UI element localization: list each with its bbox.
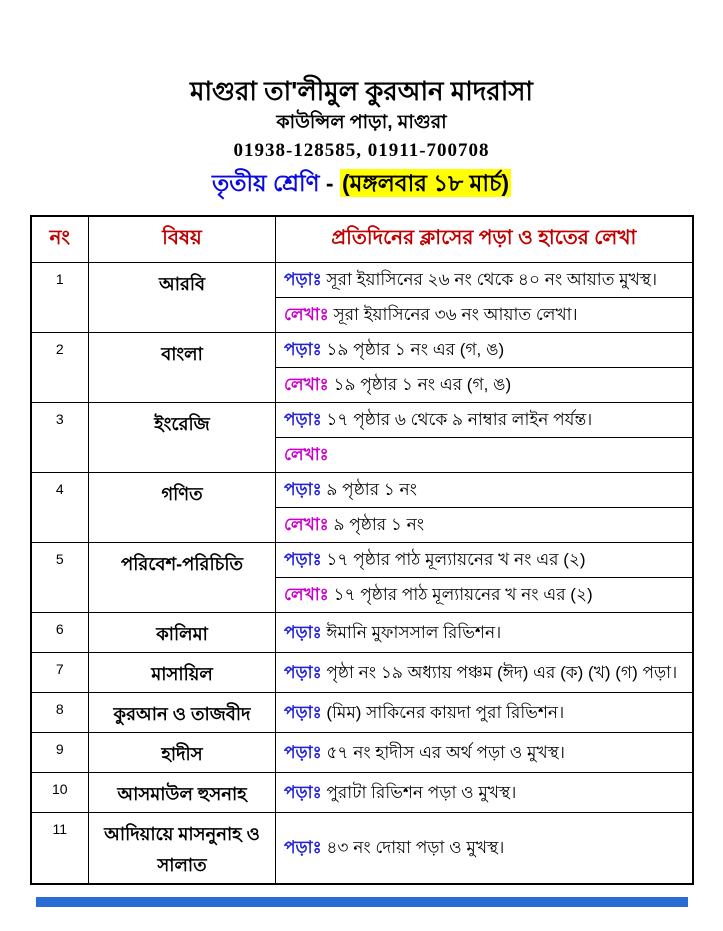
subject-name: আদিয়ায়ে মাসনুনাহ ও সালাত [89, 812, 276, 884]
row-number: 9 [31, 732, 89, 772]
table-row [31, 402, 693, 437]
table-row [31, 332, 693, 367]
row-number: 5 [31, 542, 89, 612]
subject-name: কুরআন ও তাজবীদ [89, 692, 276, 732]
row-number: 6 [31, 612, 89, 652]
read-label-text: ১৭ পৃষ্ঠার পাঠ মূল্যায়নের খ নং এর (২) [321, 550, 586, 569]
subject-name: কালিমা [89, 612, 276, 652]
column-header-tasks: প্রতিদিনের ক্লাসের পড়া ও হাতের লেখা [276, 216, 693, 262]
table-row [31, 472, 693, 507]
write-label: লেখাঃ [284, 375, 329, 394]
write-label: লেখাঃ [284, 515, 329, 534]
phone-numbers: 01938-128585, 01911-700708 [233, 140, 490, 161]
read-label-cell [276, 692, 693, 732]
table-row [31, 612, 693, 652]
read-label: পড়াঃ [284, 410, 322, 429]
read-label-cell [276, 472, 693, 507]
read-label-cell [276, 262, 693, 297]
document-header [0, 0, 723, 200]
read-label-cell [276, 402, 693, 437]
read-label-text: পুরাটা রিভিশন পড়া ও মুখস্থ। [321, 782, 517, 802]
read-label-text: ঈমানি মুফাসসাল রিভিশন। [321, 622, 502, 642]
row-number: 11 [31, 812, 89, 884]
read-label: পড়াঃ [284, 480, 322, 499]
read-label: পড়াঃ [284, 838, 322, 857]
table-row [31, 732, 693, 772]
write-label-text: ৯ পৃষ্ঠার ১ নং [328, 515, 425, 534]
table-row [31, 652, 693, 692]
read-label-cell [276, 612, 693, 652]
subject-name: আরবি [89, 262, 276, 332]
write-label: লেখাঃ [284, 445, 329, 464]
date-badge: (মঙ্গলবার ১৮ মার্চ) [341, 170, 510, 196]
subject-name: হাদীস [89, 732, 276, 772]
table-row [31, 772, 693, 812]
read-label-text: ৫৭ নং হাদীস এর অর্থ পড়া ও মুখস্থ। [321, 742, 565, 762]
read-label-cell [276, 332, 693, 367]
read-label-text: ১৭ পৃষ্ঠার ৬ থেকে ৯ নাম্বার লাইন পর্যন্ত। [321, 410, 593, 429]
subject-name: পরিবেশ-পরিচিতি [89, 542, 276, 612]
write-label-cell [276, 437, 693, 472]
table-row [31, 542, 693, 577]
table-row [31, 692, 693, 732]
write-label-cell [276, 577, 693, 612]
write-label-cell [276, 367, 693, 402]
subject-name: মাসায়িল [89, 652, 276, 692]
write-label: লেখাঃ [284, 585, 329, 604]
write-label-text: ১৭ পৃষ্ঠার পাঠ মূল্যায়নের খ নং এর (২) [328, 585, 593, 604]
class-date-line [0, 166, 723, 200]
row-number: 3 [31, 402, 89, 472]
school-address: কাউন্সিল পাড়া, মাগুরা [276, 112, 447, 133]
read-label-cell [276, 652, 693, 692]
write-label-cell [276, 507, 693, 542]
read-label-text: পৃষ্ঠা নং ১৯ অধ্যায় পঞ্চম (ঈদ) এর (ক) (খ) (গ) পড়া। [321, 662, 678, 682]
class-name: তৃতীয় শ্রেণি [211, 170, 320, 196]
read-label-cell [276, 542, 693, 577]
read-label: পড়াঃ [284, 782, 322, 802]
read-label-text: সূরা ইয়াসিনের ২৬ নং থেকে ৪০ নং আয়াত মুখস্থ। [321, 270, 658, 289]
read-label: পড়াঃ [284, 742, 322, 762]
write-label-text: সূরা ইয়াসিনের ৩৬ নং আয়াত লেখা। [328, 305, 578, 324]
read-label-cell [276, 812, 693, 884]
column-header-subject: বিষয় [89, 216, 276, 262]
table-header-row [31, 216, 693, 262]
row-number: 7 [31, 652, 89, 692]
school-name: মাগুরা তা'লীমুল কুরআন মাদরাসা [190, 76, 533, 106]
read-label: পড়াঃ [284, 270, 322, 289]
separator-dash: - [325, 170, 334, 196]
read-label-cell [276, 772, 693, 812]
read-label-text: ১৯ পৃষ্ঠার ১ নং এর (গ, ঙ) [321, 340, 505, 359]
write-label-text: ১৯ পৃষ্ঠার ১ নং এর (গ, ঙ) [328, 375, 512, 394]
read-label: পড়াঃ [284, 340, 322, 359]
read-label-text: ৯ পৃষ্ঠার ১ নং [321, 480, 417, 499]
table-row [31, 262, 693, 297]
read-label: পড়াঃ [284, 662, 322, 682]
schedule-table-body [31, 262, 693, 884]
subject-name: ইংরেজি [89, 402, 276, 472]
row-number: 4 [31, 472, 89, 542]
table-row [31, 812, 693, 884]
read-label: পড়াঃ [284, 550, 322, 569]
row-number: 2 [31, 332, 89, 402]
column-header-number: নং [31, 216, 89, 262]
subject-name: আসমাউল হুসনাহ [89, 772, 276, 812]
bottom-accent-bar [36, 897, 688, 907]
read-label-text: ৪৩ নং দোয়া পড়া ও মুখস্থ। [321, 838, 505, 857]
write-label: লেখাঃ [284, 305, 329, 324]
read-label: পড়াঃ [284, 622, 322, 642]
write-label-cell [276, 297, 693, 332]
row-number: 1 [31, 262, 89, 332]
subject-name: বাংলা [89, 332, 276, 402]
row-number: 10 [31, 772, 89, 812]
lesson-schedule-table [30, 215, 694, 885]
read-label: পড়াঃ [284, 702, 322, 722]
read-label-cell [276, 732, 693, 772]
row-number: 8 [31, 692, 89, 732]
read-label-text: (মিম) সাকিনের কায়দা পুরা রিভিশন। [321, 702, 565, 722]
subject-name: গণিত [89, 472, 276, 542]
